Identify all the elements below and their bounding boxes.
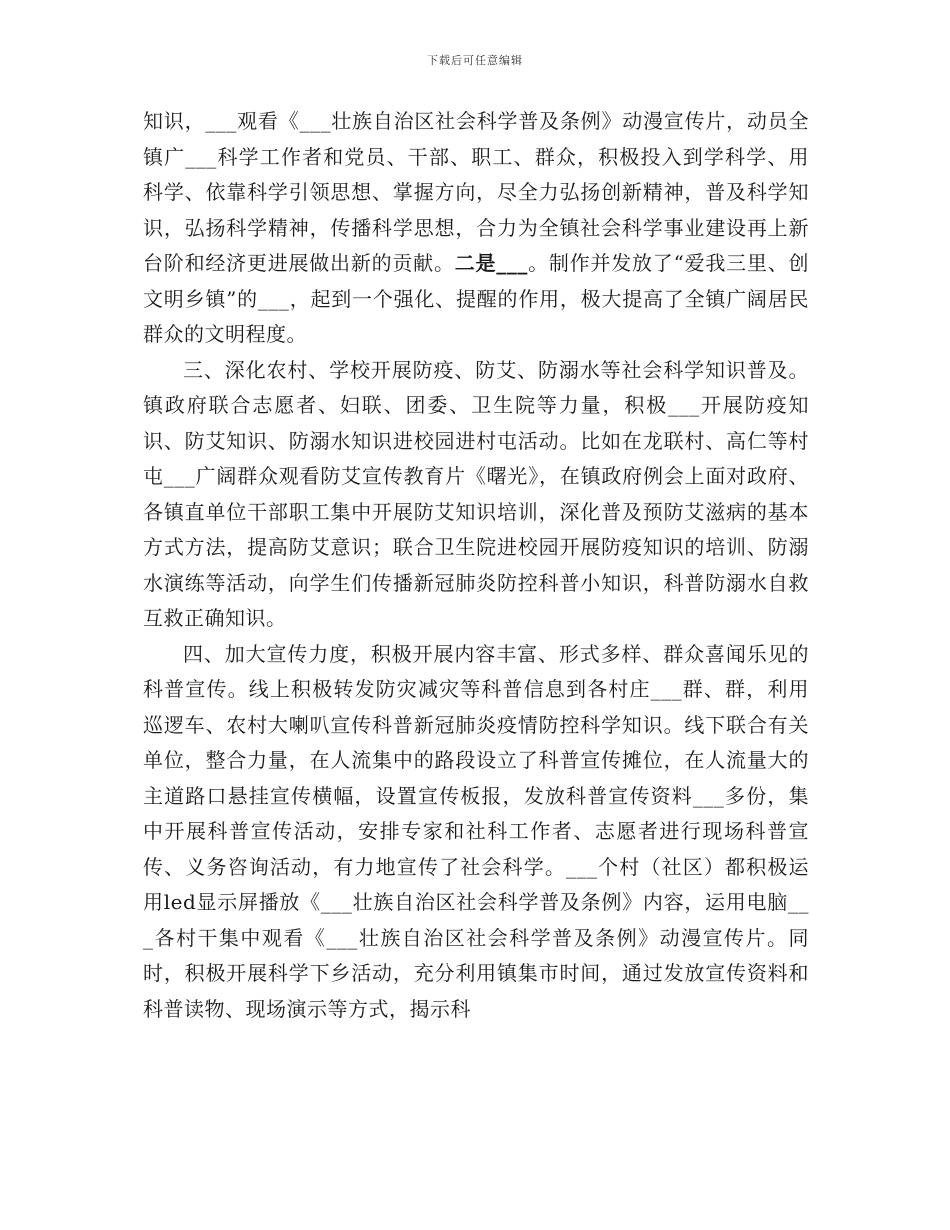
document-body [143, 104, 809, 1027]
paragraph-1 [143, 104, 809, 353]
page-header: 下载后可任意编辑 [427, 54, 523, 67]
paragraph-2: 三、深化农村、学校开展防疫、防艾、防溺水等社会科学知识普及。镇政府联合志愿者、妇联、团委、卫生院等力量，积极___开展防疫知识、防艾知识、防溺水知识进校园进村屯活动。比如在龙联村、高仁等村屯___广阔群众观看防艾宣传教育片《曙光》，在镇政府例会上面对政府、各镇直单位干部职工集中开展防艾知识培训，深化普及预防艾滋病的基本方式方法，提高防艾意识；联合卫生院进校园开展防疫知识的培训、防溺水演练等活动，向学生们传播新冠肺炎防控科普小知识，科普防溺水自救互救正确知识。 [143, 357, 809, 630]
paragraph-1-bold-phrase: 二是___ [454, 251, 528, 275]
paragraph-1-text-after: 。制作并发放了“爱我三里、创文明乡镇”的___，起到一个强化、提醒的作用，极大提高了全镇广阔居民群众的文明程度。 [143, 251, 810, 346]
paragraph-1-text: 知识，___观看《___壮族自治区社会科学普及条例》动漫宣传片，动员全镇广___科学工作者和党员、干部、职工、群众，积极投入到学科学、用科学、依靠科学引领思想、掌握方向，尽全力弘扬创新精神，普及科学知识，弘扬科学精神，传播科学思想，合力为全镇社会科学事业建设再上新台阶和经济更进展做出新的贡献。 [143, 109, 809, 275]
paragraph-3: 四、加大宣传力度，积极开展内容丰富、形式多样、群众喜闻乐见的科普宣传。线上积极转发防灾减灾等科普信息到各村庄___群、群，利用巡逻车、农村大喇叭宣传科普新冠肺炎疫情防控科学知识。线下联合有关单位，整合力量，在人流集中的路段设立了科普宣传摊位，在人流量大的主道路口悬挂宣传横幅，设置宣传板报，发放科普宣传资料___多份，集中开展科普宣传活动，安排专家和社科工作者、志愿者进行现场科普宣传、义务咨询活动，有力地宣传了社会科学。___个村（社区）都积极运用led显示屏播放《___壮族自治区社会科学普及条例》内容，运用电脑___各村干集中观看《___壮族自治区社会科学普及条例》动漫宣传片。同时，积极开展科学下乡活动，充分利用镇集市时间，通过发放宣传资料和科普读物、现场演示等方式，揭示科 [143, 641, 809, 1021]
